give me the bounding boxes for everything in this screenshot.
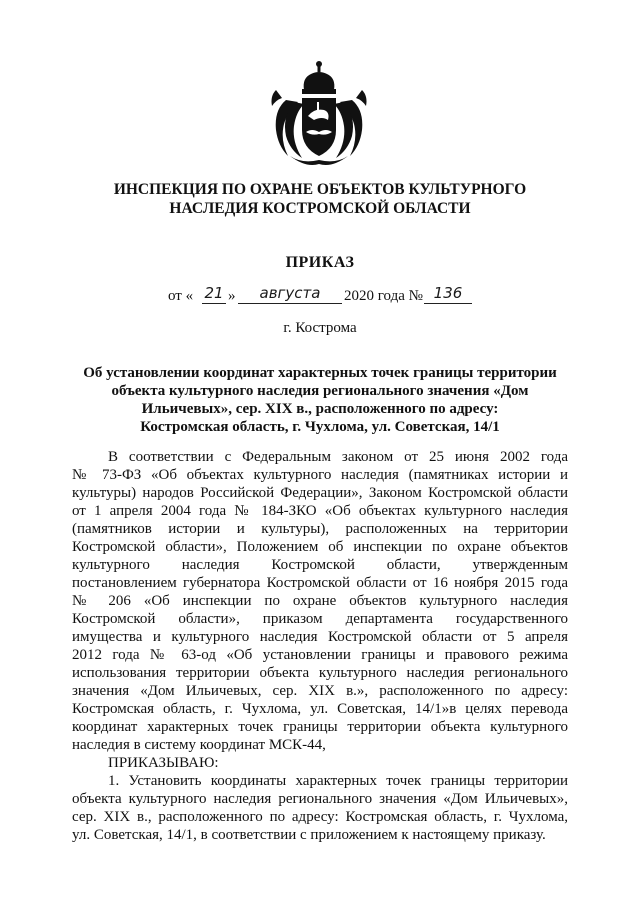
date-number-line bbox=[168, 284, 488, 308]
agency-name bbox=[60, 180, 580, 218]
preamble-line: использования территории объекта культурного наследия регионального bbox=[72, 665, 568, 681]
item-1-line: 1. Установить координаты характерных точек границы территории bbox=[108, 773, 568, 789]
date-day-handwritten: 21 bbox=[204, 284, 224, 302]
preamble-line: Костромской области», приказом департамента государственного bbox=[72, 611, 568, 627]
preamble-line: постановлением губернатора Костромской области от 16 ноября 2015 года bbox=[72, 575, 568, 591]
preamble-line: значения «Дом Ильичевых, сер. XIX в.», расположенного по адресу: bbox=[72, 683, 568, 699]
year-and-number-label: 2020 года № bbox=[344, 288, 423, 304]
date-prefix: от « bbox=[168, 288, 194, 304]
agency-name-line-1: ИНСПЕКЦИЯ ПО ОХРАНЕ ОБЪЕКТОВ КУЛЬТУРНОГО bbox=[113, 181, 527, 198]
preamble-line: культурного наследия Костромской области, утвержденным bbox=[72, 557, 568, 573]
order-number-handwritten: 136 bbox=[433, 284, 463, 302]
preamble-line: 2012 года № 63-од «Об установлении границы и правового режима bbox=[72, 647, 568, 663]
preamble-line: № 206 «Об инспекции по охране объектов культурного наследия bbox=[72, 593, 568, 609]
item-1-line: объекта культурного наследия регионального значения «Дом Ильичевых», bbox=[72, 791, 568, 807]
date-quote-close: » bbox=[228, 288, 236, 304]
order-subject bbox=[72, 364, 568, 436]
date-month-handwritten: августа bbox=[259, 284, 321, 302]
order-body bbox=[72, 448, 568, 844]
document-type-title: ПРИКАЗ bbox=[285, 254, 355, 271]
city-name: г. Кострома bbox=[283, 320, 357, 336]
agency-name-line-2: НАСЛЕДИЯ КОСТРОМСКОЙ ОБЛАСТИ bbox=[169, 200, 471, 217]
preamble-line: имущества и культурного наследия Костромской области от 5 апреля bbox=[72, 629, 568, 645]
preamble-line: Костромской области», Положением об инспекции по охране объектов bbox=[72, 539, 568, 555]
order-word: ПРИКАЗЫВАЮ: bbox=[108, 755, 219, 771]
preamble-line: от 1 апреля 2004 года № 184-ЗКО «Об объектах культурного наследия bbox=[72, 503, 568, 519]
number-underline bbox=[424, 303, 472, 304]
subject-line: объекта культурного наследия регионального значения «Дом bbox=[111, 383, 529, 399]
preamble-line: (памятников истории и культуры), расположенных на территории bbox=[72, 521, 568, 537]
preamble-line: наследия в систему координат МСК-44, bbox=[72, 737, 326, 753]
subject-line: Об установлении координат характерных точек границы территории bbox=[83, 365, 557, 381]
preamble-line: Костромская область, г. Чухлома, ул. Советская, 14/1»в целях перевода bbox=[72, 701, 568, 717]
item-1-line: ул. Советская, 14/1, в соответствии с приложением к настоящему приказу. bbox=[72, 827, 546, 843]
preamble-line: культуры) народов Российской Федерации», Законом Костромской области bbox=[72, 485, 568, 501]
preamble-line: № 73-ФЗ «Об объектах культурного наследия (памятниках истории и bbox=[72, 467, 568, 483]
item-1-line: сер. XIX в., расположенного по адресу: Костромская область, г. Чухлома, bbox=[72, 809, 568, 825]
day-underline bbox=[202, 303, 226, 304]
preamble-line: координат характерных точек границы территории объекта культурного bbox=[72, 719, 568, 735]
subject-line: Ильичевых», сер. XIX в., расположенного по адресу: bbox=[141, 401, 499, 417]
subject-line: Костромская область, г. Чухлома, ул. Советская, 14/1 bbox=[140, 419, 500, 435]
preamble-line: В соответствии с Федеральным законом от 25 июня 2002 года bbox=[108, 449, 568, 465]
month-underline bbox=[238, 303, 342, 304]
coat-of-arms-emblem bbox=[266, 60, 372, 168]
